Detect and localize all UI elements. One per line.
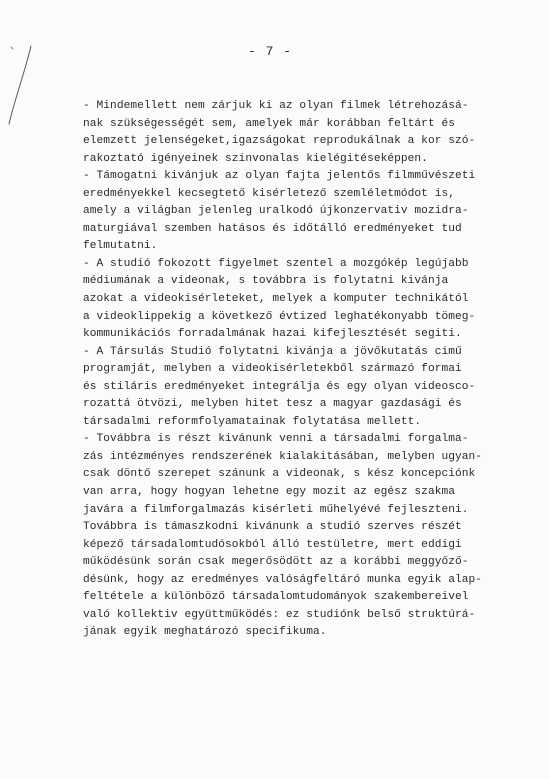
- text-line: a videoklippekig a következő évtized leghatékonyabb tömeg-: [83, 310, 476, 323]
- text-line: rozattá ötvözi, melyben hitet tesz a magyar gazdasági és: [83, 398, 462, 411]
- text-line: képező társadalomtudósokból álló testületre, mert eddigi: [83, 538, 462, 551]
- text-line: javára a filmforgalmazás kisérleti műhelyévé fejleszteni.: [83, 503, 469, 516]
- text-line: való kollektiv együttműködés: ez studiónk belső struktúrá-: [83, 608, 476, 621]
- text-line: társadalmi reformfolyamatainak folytatása mellett.: [83, 415, 422, 428]
- text-line: - Továbbra is részt kivánunk venni a társadalmi forgalma-: [83, 433, 469, 446]
- text-line: programját, melyben a videokisérletekből származó formai: [83, 363, 462, 376]
- text-line: médiumának a videonak, s továbbra is folytatni kivánja: [83, 275, 449, 288]
- text-line: désünk, hogy az eredményes valóságfeltáró munka egyik alap-: [83, 573, 483, 586]
- text-line: zás intézményes rendszerének kialakitásában, melyben ugyan-: [83, 450, 483, 463]
- text-line: elemzett jelenségeket,igazságokat reprodukálnak a kor szó-: [83, 135, 476, 148]
- text-line: jának egyik meghatározó specifikuma.: [83, 626, 327, 639]
- text-line: van arra, hogy hogyan lehetne egy mozit az egész szakma: [83, 486, 455, 499]
- text-line: Továbbra is támaszkodni kivánunk a studió szerves részét: [83, 521, 462, 534]
- text-line: - Mindemellett nem zárjuk ki az olyan filmek létrehozásá-: [83, 100, 469, 112]
- text-line: - Támogatni kivánjuk az olyan fajta jelentős filmművészeti: [83, 170, 476, 183]
- text-line: azokat a videokisérleteket, melyek a komputer technikától: [83, 293, 469, 306]
- text-line: nak szükségességét sem, amelyek már korábban feltárt és: [83, 117, 455, 130]
- margin-pen-mark: [0, 40, 40, 130]
- text-line: - A Társulás Studió folytatni kivánja a jövőkutatás cimű: [83, 345, 462, 358]
- text-line: amely a világban jelenleg uralkodó újkonzervativ mozidra-: [83, 205, 469, 218]
- text-line: működésünk során csak megerősödött az a korábbi meggyőző-: [83, 556, 469, 569]
- text-line: feltétele a különböző társadalomtudományok szakembereivel: [83, 591, 469, 604]
- text-line: rakoztató igényeinek szinvonalas kielégitéseképpen.: [83, 152, 428, 165]
- body-text: [83, 98, 503, 642]
- text-line: maturgiával szemben hatásos és időtálló eredményeket tud: [83, 222, 462, 235]
- text-line: eredményekkel kecsegtető kisérletező szemléletmódot is,: [83, 187, 455, 200]
- text-line: - A studió fokozott figyelmet szentel a mozgókép legújabb: [83, 257, 469, 270]
- text-line: kommunikációs forradalmának hazai kifejlesztését segiti.: [83, 328, 462, 341]
- text-line: csak döntő szerepet szánunk a videonak, s kész koncepciónk: [83, 468, 476, 481]
- page-number: - 7 -: [248, 44, 293, 59]
- text-line: és stiláris eredményeket integrálja és egy olyan videosco-: [83, 380, 476, 393]
- text-line: felmutatni.: [83, 240, 158, 253]
